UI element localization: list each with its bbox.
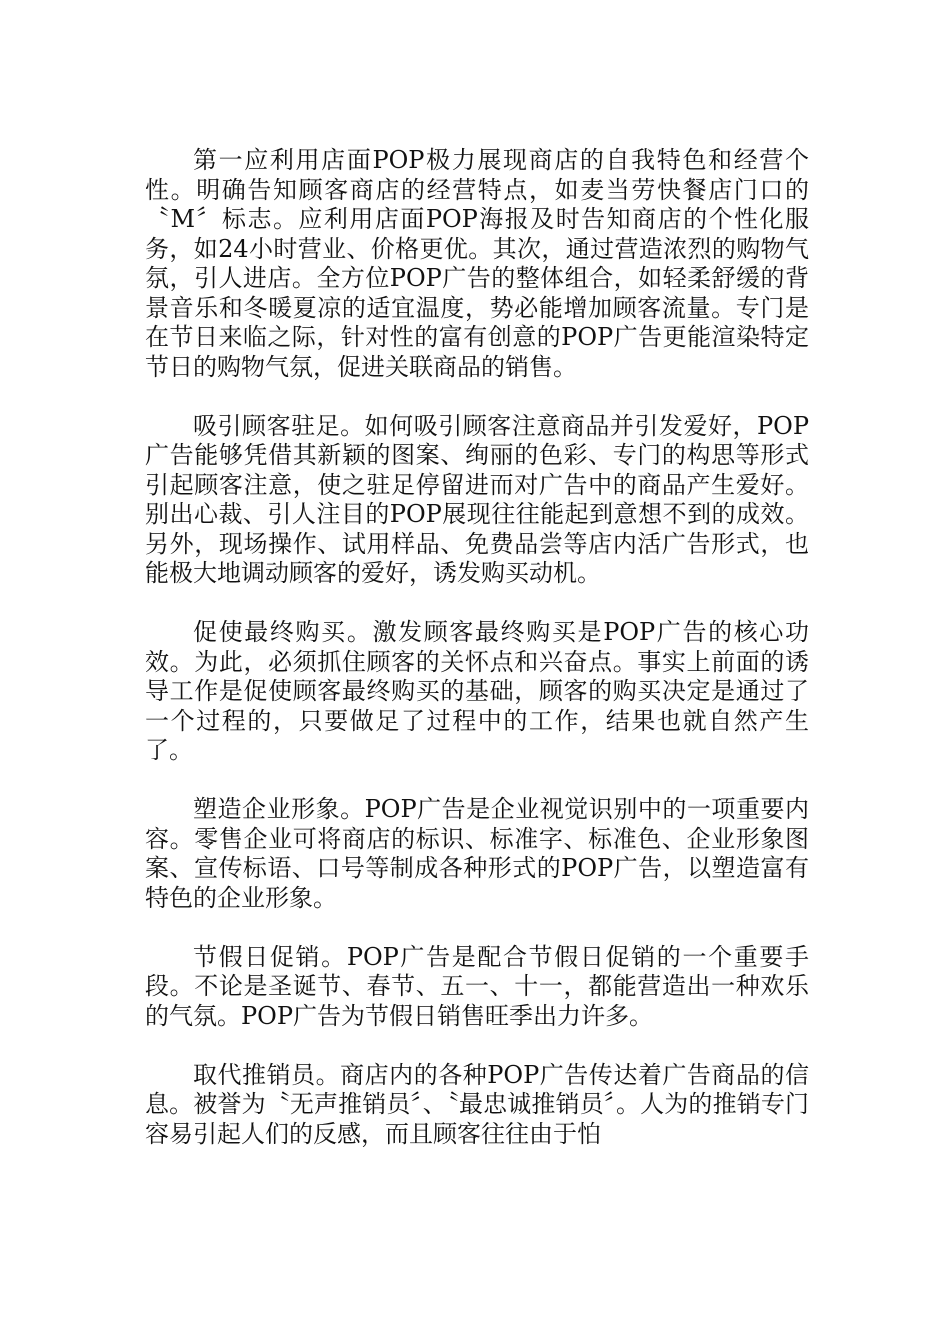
document-body: [145, 146, 809, 1149]
paragraph-final-purchase: 促使最终购买。激发顾客最终购买是POP广告的核心功效。为此，必须抓住顾客的关怀点和兴奋点。事实上前面的诱导工作是促使顾客最终购买的基础，顾客的购买决定是通过了一个过程的，只要做足了过程中的工作，结果也就自然产生了。: [145, 618, 809, 764]
paragraph-store-identity: 第一应利用店面POP极力展现商店的自我特色和经营个性。明确告知顾客商店的经营特点，如麦当劳快餐店门口的〝M〞标志。应利用店面POP海报及时告知商店的个性化服务，如24小时营业、价格更优。其次，通过营造浓烈的购物气氛，引人进店。全方位POP广告的整体组合，如轻柔舒缓的背景音乐和冬暖夏凉的适宜温度，势必能增加顾客流量。专门是在节日来临之际，针对性的富有创意的POP广告更能渲染特定节日的购物气氛，促进关联商品的销售。: [145, 146, 809, 381]
paragraph-holiday-promotion: 节假日促销。POP广告是配合节假日促销的一个重要手段。不论是圣诞节、春节、五一、十一，都能营造出一种欢乐的气氛。POP广告为节假日销售旺季出力许多。: [145, 942, 809, 1030]
paragraph-replace-salesperson: 取代推销员。商店内的各种POP广告传达着广告商品的信息。被誉为〝无声推销员〞、〝最忠诚推销员〞。人为的推销专门容易引起人们的反感，而且顾客往往由于怕: [145, 1060, 809, 1148]
paragraph-attract-customers: 吸引顾客驻足。如何吸引顾客注意商品并引发爱好，POP广告能够凭借其新颖的图案、绚丽的色彩、专门的构思等形式引起顾客注意，使之驻足停留进而对广告中的商品产生爱好。别出心裁、引人注目的POP展现往往能起到意想不到的成效。另外，现场操作、试用样品、免费品尝等店内活广告形式，也能极大地调动顾客的爱好，诱发购买动机。: [145, 411, 809, 587]
paragraph-corporate-image: 塑造企业形象。POP广告是企业视觉识别中的一项重要内容。零售企业可将商店的标识、标准字、标准色、企业形象图案、宣传标语、口号等制成各种形式的POP广告，以塑造富有特色的企业形象。: [145, 795, 809, 912]
